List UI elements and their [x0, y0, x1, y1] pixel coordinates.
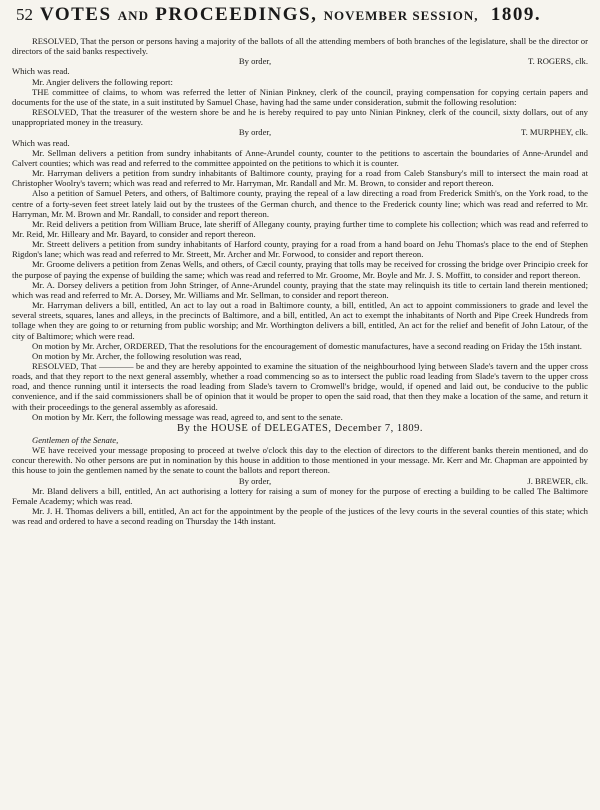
clerk-signature: J. BREWER, clk. [527, 475, 588, 486]
paragraph: Mr. Groome delivers a petition from Zenas Wells, and others, of Cæcil county, praying that tolls may be received for crossing the bridge over Principio creek for the purpose of paying the expense of building the same; which was read and referred to Mr. Groome, Mr. Boyle and Mr. J. S. Moffitt, to consider and report thereon. [12, 259, 588, 280]
paragraph: RESOLVED, That ———— be and they are hereby appointed to examine the situation of the neighbourhood lying between Slade's tavern and the upper cross roads, and that they report to the next general assembly, whether a road commencing so as to intersect the public road leading from Slade's tavern to the upper cross road, and thence running until it intersects the road leading from Slade's tavern to Cromwell's bridge, would, if opened and laid out, be conducive to the public convenience, and if the said commissioners shall be of opinion that it would be proper to open the said road, that then they make a location of the same, and return it with their proceedings to the general assembly as aforesaid. [12, 361, 588, 412]
paragraph: On motion by Mr. Kerr, the following message was read, agreed to, and sent to the senate. [32, 411, 343, 422]
running-head-year: 1809. [490, 4, 542, 25]
page-number: 52 [16, 5, 33, 24]
paragraph: Which was read. [12, 137, 70, 148]
paragraph: Mr. Sellman delivers a petition from sundry inhabitants of Anne-Arundel county, counter to the petitions to ascertain the boundaries of Anne-Arundel and Calvert counties; which was read and referred to the committee appointed on the petitions to which it is counter. [12, 147, 588, 168]
running-head-and: AND [117, 8, 149, 23]
paragraph: Mr. Harryman delivers a bill, entitled, An act to lay out a road in Baltimore county, a bill, entitled, An act to appoint commissioners to grade and level the several streets, squares, lanes and alleys, in the precincts of Baltimore, and a bill, entitled, An act to exempt the inhabitants of North and Pipe Creek Hundreds from tollage when they are going to or returning from public worship; and Mr. Worthington delivers a bill, entitled, An act for the relief and benefit of John Latour, of the city of Baltimore; which were read. [12, 300, 588, 341]
salutation: Gentlemen of the Senate, [32, 434, 119, 445]
paragraph: Mr. J. H. Thomas delivers a bill, entitled, An act for the appointment by the people of the justices of the levy courts in the several counties of this state; which was read and ordered to have a second reading on Thursday the 14th instant. [12, 506, 588, 527]
by-order-label: By order, [238, 56, 272, 67]
paragraph: Mr. Angier delivers the following report: [32, 76, 173, 87]
running-head-proceedings: PROCEEDINGS, [155, 4, 318, 25]
paragraph: Mr. Reid delivers a petition from William Bruce, late sheriff of Allegany county, praying further time to complete his collection; which was read and referred to Mr. Reid, Mr. Hilleary and Mr. Bayard, to consider and report thereon. [12, 218, 588, 239]
body-text [12, 36, 588, 526]
paragraph: Mr. Harryman delivers a petition from sundry inhabitants of Baltimore county, praying for a road from Caleb Stansbury's mill to intersect the main road at Christopher Woolry's tavern; which was read and referred to Mr. Harryman, Mr. Randall and Mr. M. Brown, to consider and report thereon. [12, 168, 588, 189]
clerk-signature: T. ROGERS, clk. [528, 56, 588, 67]
paragraph: RESOLVED, That the treasurer of the western shore be and he is hereby required to pay unto Ninian Pinkney, clerk of the council, sixty dollars, out of any unappropriated money in the treasury. [12, 107, 588, 128]
paragraph: RESOLVED, That the person or persons having a majority of the ballots of all the attending members of both branches of the legislature, shall be the director or directors of the said banks respectively. [12, 36, 588, 57]
paragraph: WE have received your message proposing to proceed at twelve o'clock this day to the election of directors to the different banks therein mentioned, and do concur therewith. No other persons are put in nomination by this house in addition to those mentioned in your message. Mr. Kerr and Mr. Chapman are appointed by this house to join the gentlemen named by the senate to count the ballots and report thereon. [12, 445, 588, 476]
signature-line [12, 56, 588, 66]
paragraph: THE committee of claims, to whom was referred the letter of Ninian Pinkney, clerk of the council, praying compensation for copying certain papers and documents for the use of the state, in a suit instituted by Samuel Chase, having had the same under consideration, submit the following resolution: [12, 86, 588, 107]
document-page [12, 0, 588, 808]
running-head-votes: VOTES [40, 4, 112, 25]
paragraph: Mr. Bland delivers a bill, entitled, An act authorising a lottery for raising a sum of money for the purpose of erecting a building to be called The Baltimore Female Academy; which was read. [12, 485, 588, 506]
running-head [40, 4, 588, 26]
page-header [12, 4, 588, 36]
paragraph: Which was read. [12, 66, 70, 77]
paragraph: On motion by Mr. Archer, ORDERED, That the resolutions for the encouragement of domestic manufactures, have a second reading on Friday the 15th instant. [32, 340, 582, 351]
signature-line [12, 127, 588, 137]
running-head-session: NOVEMBER SESSION, [323, 8, 479, 23]
signature-line [12, 476, 588, 486]
paragraph: Mr. A. Dorsey delivers a petition from John Stringer, of Anne-Arundel county, praying that the state may relinquish its title to certain land therein mentioned; which was read and referred to Mr. A. Dorsey, Mr. Williams and Mr. Sellman, to consider and report thereon. [12, 279, 588, 300]
clerk-signature: T. MURPHEY, clk. [520, 127, 588, 138]
house-of-delegates-line: By the HOUSE of DELEGATES, December 7, 1809. [177, 422, 423, 434]
paragraph: On motion by Mr. Archer, the following resolution was read, [32, 350, 242, 361]
paragraph: Also a petition of Samuel Peters, and others, of Baltimore county, praying the repeal of a law directing a road from Frederick Smith's, on the York road, to the centre of a forty-seven feet street lately laid out by the trustees of the German church, and thence to the Frederick county line; which was read and referred to Mr. Harryman, Mr. M. Brown and Mr. Randall, to consider and report thereon. [12, 188, 588, 219]
by-order-label: By order, [238, 475, 272, 486]
by-order-label: By order, [238, 127, 272, 138]
paragraph: Mr. Streett delivers a petition from sundry inhabitants of Harford county, praying for a road from a hand board on Jehu Thomas's place to the end of Stephen Rigdon's lane; which was read and referred to Mr. Streett, Mr. Archer and Mr. Forwood, to consider and report thereon. [12, 239, 588, 260]
